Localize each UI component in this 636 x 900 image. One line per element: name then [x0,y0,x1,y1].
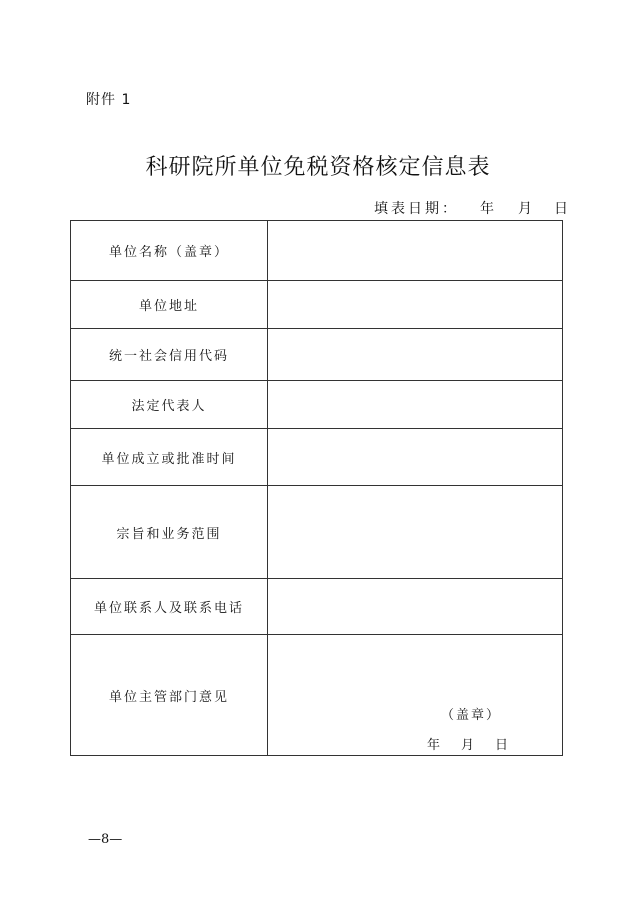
fill-date [374,198,571,218]
signature-date-month: 月 [461,738,477,753]
attachment-label: 附件 1 [86,92,132,108]
fill-date-day: 日 [554,201,571,217]
form-row-dept-opinion [71,635,563,756]
form-row-business-scope [71,486,563,579]
seal-placeholder: （盖章） [441,708,502,723]
fill-date-label: 填表日期： [374,201,459,217]
signature-date-year: 年 [427,738,443,753]
info-form-table [70,220,563,756]
page-title: 科研院所单位免税资格核定信息表 [145,155,491,180]
fill-date-month: 月 [518,201,535,217]
fill-date-year: 年 [480,201,497,217]
form-field-legal-rep[interactable] [268,381,563,429]
form-row-legal-rep [71,381,563,429]
form-row-unit-name [71,221,563,281]
form-field-credit-code[interactable] [268,329,563,381]
form-label: 宗旨和业务范围 [71,486,268,579]
signature-date [427,734,510,753]
form-label: 单位主管部门意见 [71,635,268,756]
form-field-contact[interactable] [268,579,563,635]
form-row-founding-date [71,429,563,486]
signature-date-day: 日 [495,738,511,753]
form-label: 单位名称（盖章） [71,221,268,281]
form-label: 单位成立或批准时间 [71,429,268,486]
form-row-credit-code [71,329,563,381]
form-label: 单位地址 [71,281,268,329]
form-row-unit-address [71,281,563,329]
form-field-unit-address[interactable] [268,281,563,329]
form-label: 统一社会信用代码 [71,329,268,381]
form-field-dept-opinion[interactable] [268,635,563,756]
form-label: 法定代表人 [71,381,268,429]
page-number: —8— [88,832,123,847]
form-row-contact [71,579,563,635]
form-label: 单位联系人及联系电话 [71,579,268,635]
form-field-unit-name[interactable] [268,221,563,281]
form-field-founding-date[interactable] [268,429,563,486]
form-field-business-scope[interactable] [268,486,563,579]
